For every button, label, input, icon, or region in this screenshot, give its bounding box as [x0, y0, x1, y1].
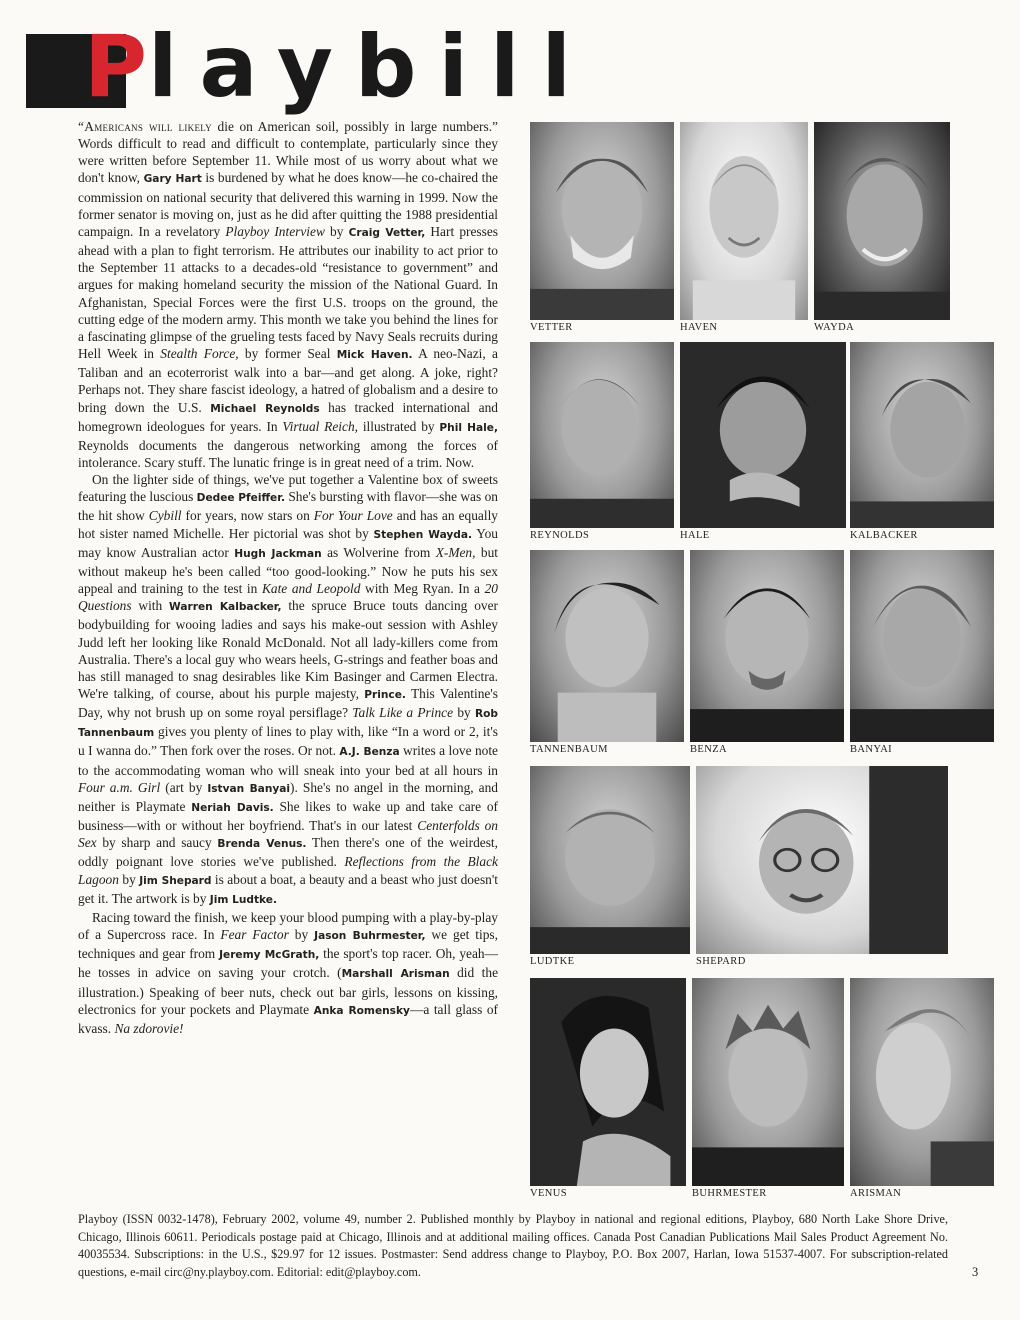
lead-in: “Americans will likely: [78, 119, 212, 134]
photo-reynolds: [530, 342, 674, 528]
feature-title: X-Men,: [435, 544, 476, 560]
text: the spruce Bruce touts dancing over bodybuilding for wooing ladies and says his make-out session with Ashley Judd left her looking like Ronald McDonald. Not all lady-killers come from Australia. There's a local guy who wears heels, G-strings and feather boas and has still managed to snag desirables like Kim Basinger and Carmen Electra. We're talking, of course, about his purple majesty,: [78, 598, 498, 701]
page-number: 3: [972, 1265, 979, 1279]
caption-reynolds: REYNOLDS: [530, 530, 590, 541]
text: On the lighter side of things, we've put together a Valentine box of sweets featuring the luscious: [78, 472, 498, 505]
feature-title: Virtual Reich,: [282, 418, 359, 434]
text: by sharp and saucy: [96, 835, 218, 851]
caption-tannenbaum: TANNENBAUM: [530, 744, 608, 755]
contributor-name: Craig Vetter,: [348, 226, 426, 239]
photo-tannenbaum: [530, 550, 684, 742]
contributor-name: Michael Reynolds: [210, 402, 320, 415]
photo-hale: [680, 342, 846, 528]
photo-kalbacker: [850, 342, 994, 528]
text: as Wolverine from: [321, 544, 436, 560]
masthead: [26, 17, 593, 117]
feature-title: Reflections from the Black Lagoon: [78, 854, 498, 887]
text: did the illustration.) Speaking of beer nuts, check out bar girls, lessons on kissing, electronics for your pockets and Playmate: [78, 965, 498, 1017]
text: Hart presses ahead with a plan to fight terrorism. He attributes our inability to act prior to the September 11 attacks to a decades-old “resistance to government” and argues for making homeland security the mission of the National Guard. In Afghanistan, Special Forces were the first U.S. troops on the ground, the cutting edge of the modern army. This month we take you behind the lines for a fascinating glimpse of the grueling tests faced by Navy Seals recruits during Hell Week in: [78, 223, 498, 362]
masthead-title: laybill: [148, 17, 593, 117]
contributor-name: Warren Kalbacker,: [169, 601, 282, 614]
contributor-name: Phil Hale,: [439, 421, 498, 434]
feature-title: Kate and Leopold: [261, 581, 361, 597]
photo-shepard: [696, 766, 948, 954]
text: with: [131, 598, 170, 614]
caption-buhrmester: BUHRMESTER: [692, 1188, 767, 1199]
feature-title: Playboy Interview: [225, 223, 325, 239]
photo-ludtke: [530, 766, 690, 954]
article-paragraph-2: [78, 471, 498, 909]
contributor-name: Dedee Pfeiffer.: [196, 492, 285, 505]
caption-benza: BENZA: [690, 744, 727, 755]
text: by former Seal: [238, 346, 337, 362]
text: illustrated by: [358, 418, 440, 434]
contributor-name: Jim Shepard: [139, 874, 212, 887]
feature-title: Four a.m. Girl: [78, 779, 161, 795]
caption-vetter: VETTER: [530, 322, 573, 333]
text: A neo-Nazi, a Taliban and an ecoterrorist walk into a bar—and get along. A joke, right? Perhaps not. They share fascist ideology, a hatred of globalism and a desire to bring down the U.S.: [78, 346, 498, 415]
closing-phrase: Na zdorovie!: [114, 1020, 184, 1036]
feature-title: Talk Like a Prince: [352, 705, 454, 721]
text: You may know Australian actor: [78, 525, 498, 560]
caption-banyai: BANYAI: [850, 744, 893, 755]
caption-arisman: ARISMAN: [850, 1188, 902, 1199]
article-paragraph-1: [78, 118, 498, 471]
caption-hale: HALE: [680, 530, 710, 541]
contributor-name: Brenda Venus.: [217, 838, 307, 851]
contributor-name: Prince.: [364, 689, 406, 701]
masthead-red-p: P: [84, 17, 148, 117]
article-paragraph-3: [78, 909, 498, 1037]
caption-wayda: WAYDA: [814, 322, 855, 333]
text: for years, now stars on: [181, 508, 314, 524]
photo-buhrmester: [692, 978, 844, 1186]
feature-title: Cybill: [148, 508, 182, 524]
text: She likes to wake up and take care of business—with or without her boyfriend. That's in our latest: [78, 798, 498, 834]
text: is burdened by what he does know—he co-chaired the commission on national security that delivered this warning in 1999. Now the former senator is moving on, just as he did after quitting the 1988 presidential campaign. In a revelatory: [78, 170, 498, 239]
contributor-name: Hugh Jackman: [234, 547, 322, 560]
text: but without makeup he's been called “too good-looking.” Now he puts his sex appeal and training to the test in: [78, 544, 498, 597]
text: ). She's no angel in the morning, and neither is Playmate: [78, 779, 498, 814]
photo-banyai: [850, 550, 994, 742]
text: gives you plenty of lines to play with, like “In a word or 2, it's u I wanna do.” Then fork over the roses. Or not.: [78, 724, 498, 759]
text: has tracked international and homegrown ideologues for years. In: [78, 399, 498, 434]
contributor-name: Jason Buhrmester,: [314, 930, 426, 943]
feature-title: Centerfolds on Sex: [78, 818, 498, 851]
article-body: [78, 118, 498, 1194]
feature-title: 20 Questions: [78, 581, 498, 614]
photo-venus: [530, 978, 686, 1186]
text: by: [118, 871, 140, 887]
caption-venus: VENUS: [530, 1188, 568, 1199]
text: Racing toward the finish, we keep your blood pumping with a play-by-play of a Supercross race. In: [78, 909, 498, 943]
contributor-name: A.J. Benza: [339, 746, 400, 759]
text: Reynolds documents the dangerous networking among the forces of intolerance. Scary stuff. The lunatic fringe is in great need of a trim. Now.: [78, 437, 498, 470]
text: die on American soil, possibly in large numbers.” Words difficult to read and difficult to contemplate, particularly since they were written before September 11. While most of us worry about what we don't know,: [78, 119, 498, 186]
contributor-name: Jeremy McGrath,: [219, 949, 320, 962]
text: This Valentine's Day, why not brush up on some royal persiflage?: [78, 686, 498, 721]
contributor-name: Rob Tannenbaum: [78, 708, 498, 740]
text: —a tall glass of kvass.: [78, 1001, 498, 1036]
text: by: [324, 223, 349, 239]
text: we get tips, techniques and gear from: [78, 927, 498, 962]
contributor-name: Istvan Banyai: [207, 782, 291, 795]
contributor-name: Jim Ludtke.: [209, 893, 277, 906]
caption-ludtke: LUDTKE: [530, 956, 575, 967]
text: by: [453, 705, 475, 721]
contributor-name: Anka Romensky: [313, 1004, 410, 1017]
contributor-name: Stephen Wayda.: [373, 528, 473, 541]
text: She's bursting with flavor—she was on the hit show: [78, 489, 498, 524]
photo-benza: [690, 550, 844, 742]
contributor-name: Gary Hart: [143, 173, 202, 186]
photo-vetter: [530, 122, 674, 320]
text: Then there's one of the weirdest, oddly poignant love stories we've published.: [78, 835, 498, 870]
photo-haven: [680, 122, 808, 320]
feature-title: Fear Factor: [220, 927, 289, 943]
text: is about a boat, a beauty and a beast who just doesn't get it. The artwork is by: [78, 871, 498, 906]
text: (art by: [160, 779, 208, 795]
caption-shepard: SHEPARD: [696, 956, 746, 967]
caption-haven: HAVEN: [680, 322, 718, 333]
text: by: [288, 927, 315, 943]
photo-wayda: [814, 122, 950, 320]
feature-title: Stealth Force,: [160, 346, 239, 362]
contributor-name: Mick Haven.: [336, 349, 413, 362]
caption-kalbacker: KALBACKER: [850, 530, 918, 541]
contributor-name: Neriah Davis.: [191, 801, 274, 814]
contributor-name: Marshall Arisman: [341, 968, 450, 981]
feature-title: For Your Love: [313, 508, 393, 524]
text: and has an equally hot sister named Michelle. Her pictorial was shot by: [78, 508, 498, 541]
photo-arisman: [850, 978, 994, 1186]
text: the sport's top racer. Oh, yeah—he tosses in advice on saving your crotch. (: [78, 946, 498, 981]
text: writes a love note to the accommodating woman who will sneak into your bed at all hours in: [78, 743, 498, 778]
text: with Meg Ryan. In a: [360, 581, 485, 597]
publication-info: Playboy (ISSN 0032-1478), February 2002, volume 49, number 2. Published monthly by Playboy in national and regional editions, Playboy, 680 North Lake Shore Drive, Chicago, Illinois 60611. Periodicals postage paid at Chicago, Illinois and at additional mailing offices. Canada Post Canadian Publications Mail Sales Product Agreement No. 40035534. Subscriptions: in the U.S., $29.97 for 12 issues. Postmaster: Send address change to Playboy, P.O. Box 2007, Harlan, Iowa 51537-4007. For subscription-related questions, e-mail circ@ny.playboy.com. Editorial: edit@playboy.com.: [78, 1212, 948, 1279]
